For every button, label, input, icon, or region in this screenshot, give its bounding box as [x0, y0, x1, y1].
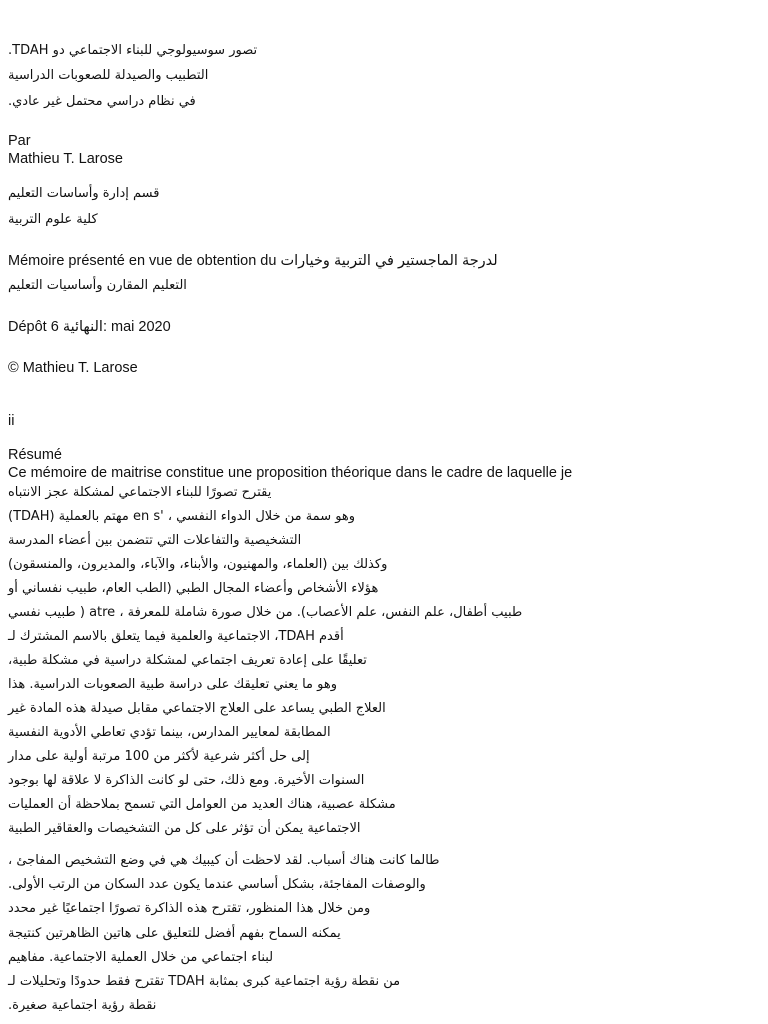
abstract-line: وكذلك بين (العلماء، والمهنيون، والأبناء، والآباء، والمديرون، والمنسقون): [8, 557, 388, 572]
title-line-3: في نظام دراسي محتمل غير عادي.: [8, 94, 196, 109]
abstract-line: التشخيصية والتفاعلات التي تتضمن بين أعضاء المدرسة: [8, 533, 302, 548]
abstract-line: طالما كانت هناك أسباب. لقد لاحظت أن كيبيك هي في وضع التشخيص المفاجئ ،: [8, 853, 440, 868]
faculty: كلية علوم التربية: [8, 212, 98, 227]
abstract-heading: Résumé: [8, 447, 62, 463]
abstract-line: مشكلة عصبية، هناك العديد من العوامل التي تسمح بملاحظة أن العمليات: [8, 797, 396, 812]
title-line-2: التطبيب والصيدلة للصعوبات الدراسية: [8, 68, 209, 83]
abstract-line: لبناء اجتماعي من خلال العملية الاجتماعية. مفاهيم: [8, 950, 274, 965]
abstract-line: يقترح تصورًا للبناء الاجتماعي لمشكلة عجز الانتباه: [8, 485, 272, 500]
abstract-line: أقدم TDAH، الاجتماعية والعلمية فيما يتعلق بالاسم المشترك لـ: [8, 629, 344, 644]
abstract-line: السنوات الأخيرة. ومع ذلك، حتى لو كانت الذاكرة لا علاقة لها بوجود: [8, 773, 365, 788]
abstract-line: العلاج الطبي يساعد على العلاج الاجتماعي مقابل صيدلة هذه المادة غير: [8, 701, 386, 716]
abstract-line: Ce mémoire de maitrise constitue une proposition théorique dans le cadre de laquelle je: [8, 465, 573, 481]
abstract-line: والوصفات المفاجئة، بشكل أساسي عندما يكون عدد السكان من الرتب الأولى.: [8, 877, 426, 892]
abstract-line: تعليقًا على إعادة تعريف اجتماعي لمشكلة دراسية في مشكلة طبية،: [8, 653, 367, 668]
department: قسم إدارة وأساسات التعليم: [8, 186, 160, 201]
abstract-line: إلى حل أكثر شرعية لأكثر من 100 مرتبة أولية على مدار: [8, 749, 310, 764]
abstract-line: من نقطة رؤية اجتماعية كبرى بمثابة TDAH تقترح فقط حدودًا وتحليلات لـ: [8, 974, 401, 989]
submission-line-2: التعليم المقارن وأساسيات التعليم: [8, 278, 187, 293]
title-line-1: تصور سوسيولوجي للبناء الاجتماعي دو TDAH.: [8, 43, 258, 58]
page-number: ii: [8, 413, 15, 429]
copyright: © Mathieu T. Larose: [8, 360, 138, 376]
abstract-line: يمكنه السماح بفهم أفضل للتعليق على هاتين الظاهرتين كنتيجة: [8, 926, 341, 941]
abstract-line: هؤلاء الأشخاص وأعضاء المجال الطبي (الطب العام، طبيب نفساني أو: [8, 581, 379, 596]
author-name: Mathieu T. Larose: [8, 151, 123, 167]
abstract-line: الاجتماعية يمكن أن تؤثر على كل من التشخيصات والعقاقير الطبية: [8, 821, 361, 836]
abstract-line: وهو ما يعني تعليقك على دراسة طبية الصعوبات الدراسية. هذا: [8, 677, 338, 692]
abstract-line: ومن خلال هذا المنظور، تقترح هذه الذاكرة تصورًا اجتماعيًا غير محدد: [8, 901, 371, 916]
abstract-line: نقطة رؤية اجتماعية صغيرة.: [8, 998, 157, 1013]
abstract-line: طبيب أطفال، علم النفس، علم الأعصاب). من خلال صورة شاملة للمعرفة ، atre ( طبيب نفسي: [8, 605, 523, 620]
abstract-line: المطابقة لمعايير المدارس، بينما تؤدي تعاطي الأدوية النفسية: [8, 725, 331, 740]
abstract-line: (TDAH) مهتم بالعملية en s' ، وهو سمة من خلال الدواء النفسي: [8, 509, 356, 524]
by-label: Par: [8, 133, 31, 149]
submission-line-1: Mémoire présenté en vue de obtention du لدرجة الماجستير في التربية وخيارات: [8, 253, 498, 269]
deposit-date: Dépôt 6 النهائية: mai 2020: [8, 319, 171, 335]
